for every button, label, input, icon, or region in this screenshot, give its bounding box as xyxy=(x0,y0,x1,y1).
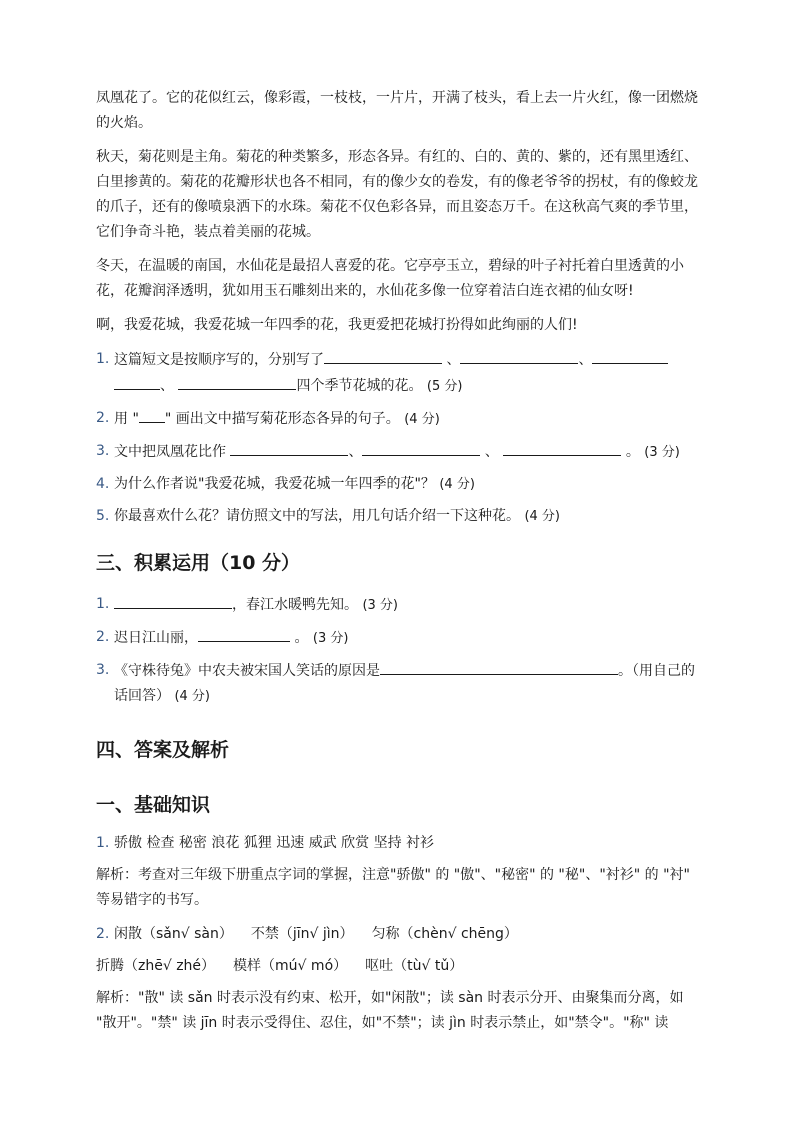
underline-marker xyxy=(139,406,165,423)
pinyin-answer: 匀称（chèn√ chēng） xyxy=(371,926,518,942)
question-1: 1. 这篇短文是按顺序写的，分别写了 、 、 、 四个季节花城的花。 (5 分) xyxy=(96,347,700,399)
answer-1: 1. 骄傲 检查 秘密 浪花 狐狸 迅速 威武 欣赏 坚持 衬衫 xyxy=(96,831,700,856)
answer-blank[interactable] xyxy=(114,592,232,609)
question-number: 1. xyxy=(96,596,110,612)
answer-2 xyxy=(96,922,700,947)
answer-number: 2. xyxy=(96,926,110,942)
question-5: 5. 你最喜欢什么花？请仿照文中的写法，用几句话介绍一下这种花。 (4 分) xyxy=(96,504,700,529)
answer-blank[interactable] xyxy=(178,373,296,390)
question-number: 3. xyxy=(96,662,110,678)
accumulation-question-3: 3. 《守株待兔》中农夫被宋国人笑话的原因是 。（用自己的话回答） (4 分) xyxy=(96,658,700,709)
score-label: (5 分) xyxy=(426,379,463,394)
answer-blank[interactable] xyxy=(380,658,618,675)
answer-2-row-2 xyxy=(96,954,700,979)
reading-paragraph-conclusion: 啊，我爱花城，我爱花城一年四季的花，我更爱把花城打扮得如此绚丽的人们! xyxy=(96,317,578,333)
question-number: 4. xyxy=(96,476,110,492)
accumulation-question-2: 2. 迟日江山丽， 。 (3 分) xyxy=(96,625,700,651)
score-label: (4 分) xyxy=(524,509,561,524)
pinyin-answer: 呕吐（tù√ tǔ） xyxy=(365,958,464,974)
section-4-heading: 四、答案及解析 xyxy=(96,739,230,761)
score-label: (4 分) xyxy=(439,477,475,492)
reading-paragraph-autumn: 秋天，菊花则是主角。菊花的种类繁多，形态各异。有红的、白的、黄的、紫的，还有黑里透红、白里掺黄的。菊花的花瓣形状也各不相同，有的像少女的卷发，有的像老爷爷的拐杖，有的像蛟龙的爪子，还有的像喷泉洒下的水珠。菊花不仅色彩各异，而且姿态万千。在这秋高气爽的季节里，它们争奇斗艳，装点着美丽的花城。 xyxy=(96,149,698,240)
answer-blank[interactable] xyxy=(362,439,480,456)
answer-blank[interactable] xyxy=(198,625,290,642)
section-3-heading: 三、积累运用（10 分） xyxy=(96,552,301,574)
question-3: 3. 文中把凤凰花比作 、 、 。 (3 分) xyxy=(96,439,700,465)
answer-blank[interactable] xyxy=(460,347,578,364)
question-2: 2. 用 " " 画出文中描写菊花形态各异的句子。 (4 分) xyxy=(96,406,700,432)
answer-number: 1. xyxy=(96,835,110,851)
answer-blank[interactable] xyxy=(324,347,442,364)
pinyin-answer: 闲散（sǎn√ sàn） xyxy=(114,926,233,942)
score-label: (3 分) xyxy=(644,445,680,460)
pinyin-answer: 模样（mú√ mó） xyxy=(233,958,348,974)
exam-page xyxy=(96,86,700,1045)
score-label: (4 分) xyxy=(174,689,211,704)
pinyin-answer: 不禁（jīn√ jìn） xyxy=(250,926,354,942)
question-number: 3. xyxy=(96,443,110,459)
answer-blank[interactable] xyxy=(230,439,348,456)
question-number: 2. xyxy=(96,629,110,645)
answers-subheading-basics: 一、基础知识 xyxy=(96,794,211,816)
reading-paragraph-winter: 冬天，在温暖的南国，水仙花是最招人喜爱的花。它亭亭玉立，碧绿的叶子衬托着白里透黄的小花，花瓣润泽透明，犹如用玉石雕刻出来的，水仙花多像一位穿着洁白连衣裙的仙女呀! xyxy=(96,258,684,299)
answer-2-explanation: 解析："散" 读 sǎn 时表示没有约束、松开，如"闲散"；读 sàn 时表示分开、由聚集而分离，如 "散开"。"禁" 读 jīn 时表示受得住、忍住，如"不禁"；读 jìn 时表示禁止，如"禁令"。"称" 读 xyxy=(96,990,684,1031)
score-label: (3 分) xyxy=(312,631,349,646)
question-number: 2. xyxy=(96,410,110,426)
answer-blank[interactable] xyxy=(114,373,160,390)
question-number: 5. xyxy=(96,508,110,524)
answer-blank[interactable] xyxy=(592,347,668,364)
score-label: (4 分) xyxy=(404,412,440,427)
answer-1-explanation: 解析：考查对三年级下册重点字词的掌握，注意"骄傲" 的 "傲"、"秘密" 的 "秘"、"衬衫" 的 "衬" 等易错字的书写。 xyxy=(96,867,690,908)
score-label: (3 分) xyxy=(362,598,399,613)
reading-paragraph-summer: 凤凰花了。它的花似红云，像彩霞，一枝枝，一片片，开满了枝头，看上去一片火红，像一团燃烧的火焰。 xyxy=(96,90,698,131)
accumulation-question-1: 1. ，春江水暖鸭先知。 (3 分) xyxy=(96,592,700,618)
answer-blank[interactable] xyxy=(503,439,621,456)
pinyin-answer: 折腾（zhē√ zhé） xyxy=(96,958,216,974)
reading-questions xyxy=(96,347,700,529)
question-number: 1. xyxy=(96,351,110,367)
question-4: 4. 为什么作者说"我爱花城，我爱花城一年四季的花"？ (4 分) xyxy=(96,472,700,497)
